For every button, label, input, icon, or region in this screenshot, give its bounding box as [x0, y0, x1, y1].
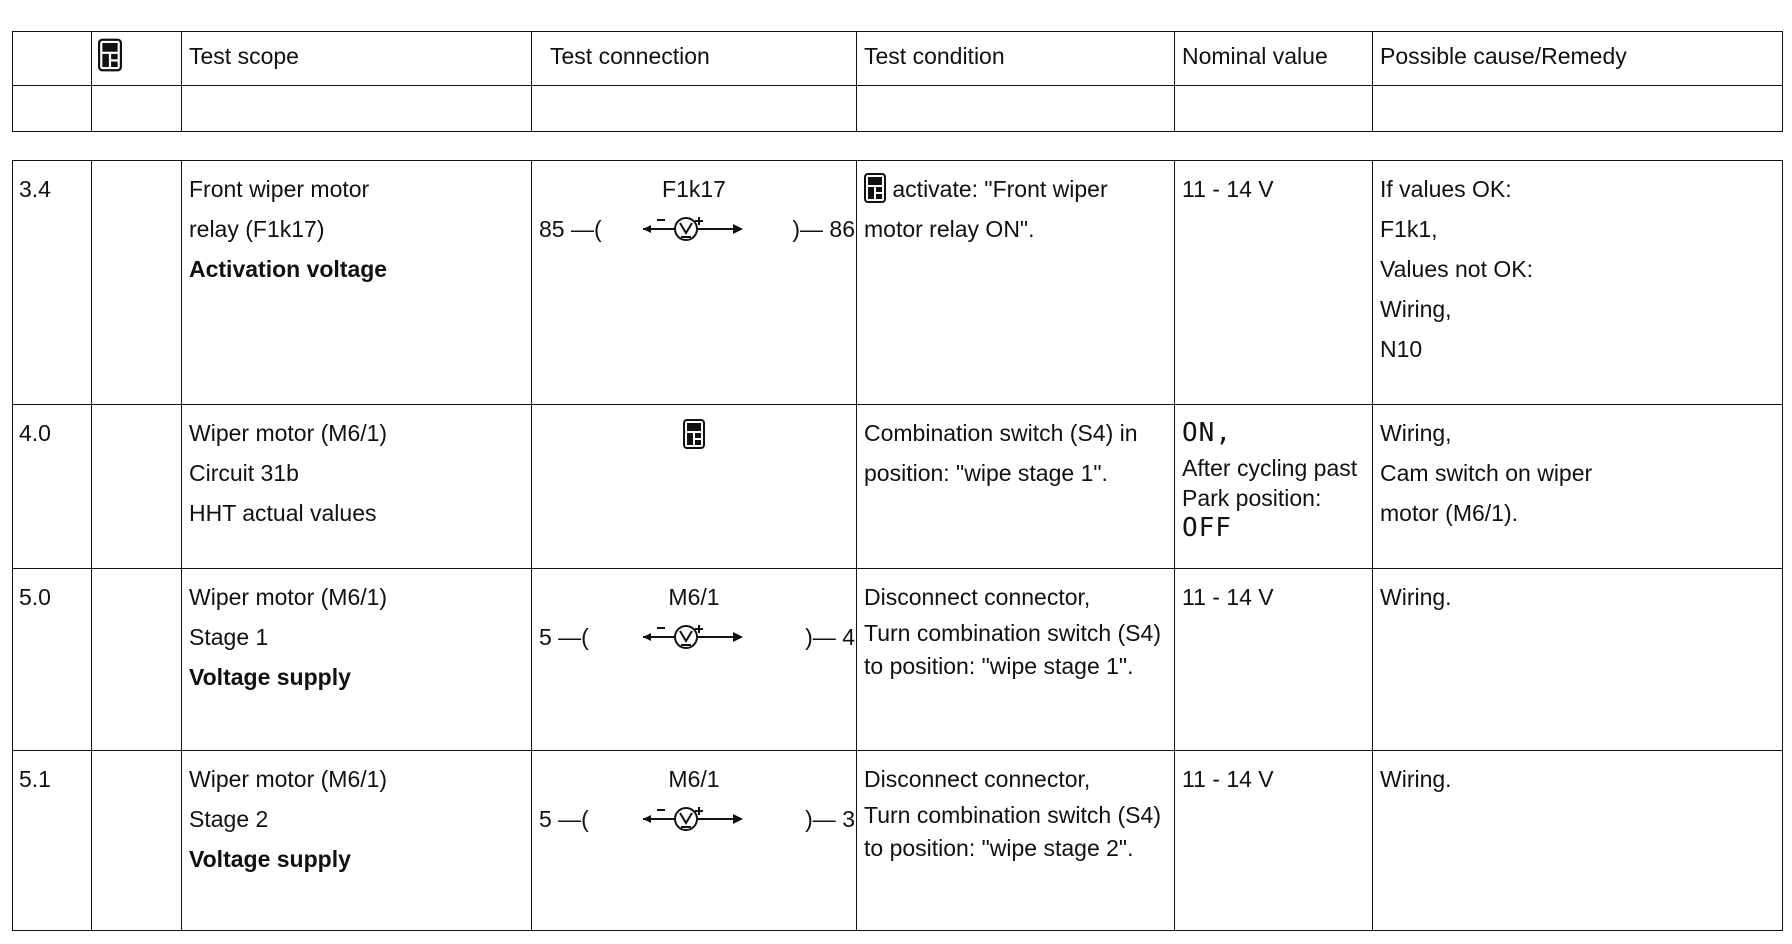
test-connection-cell: [532, 569, 857, 751]
header-remedy: Possible cause/Remedy: [1373, 32, 1783, 86]
component-label: M6/1: [668, 584, 720, 610]
display-on: ON,: [1182, 418, 1232, 448]
remedy-cell: Wiring.: [1373, 751, 1783, 931]
hht-tester-icon: [98, 38, 122, 72]
test-connection-cell: [532, 751, 857, 931]
display-off: OFF: [1182, 513, 1232, 543]
step-number: 5.1: [13, 751, 92, 931]
header-test-condition: Test condition: [857, 32, 1175, 86]
header-table: [12, 31, 1783, 132]
test-scope-cell: Wiper motor (M6/1) Stage 2 Voltage supply: [182, 751, 532, 931]
test-condition-cell: Disconnect connector, Turn combination switch (S4) to position: "wipe stage 1".: [857, 569, 1175, 751]
test-scope-cell: Wiper motor (M6/1) Circuit 31b HHT actual values: [182, 405, 532, 569]
left-pin: 5 —(: [539, 806, 589, 832]
hht-column-cell: [92, 161, 182, 405]
test-connection-cell: [532, 161, 857, 405]
test-scope-cell: Wiper motor (M6/1) Stage 1 Voltage supply: [182, 569, 532, 751]
nominal-value-cell: 11 - 14 V: [1175, 569, 1373, 751]
table-row: [13, 161, 1783, 405]
table-row: [13, 569, 1783, 751]
nominal-value-cell: 11 - 14 V: [1175, 161, 1373, 405]
step-number: 4.0: [13, 405, 92, 569]
voltmeter-icon: [639, 209, 749, 249]
header-test-scope: Test scope: [182, 32, 532, 86]
remedy-cell: Wiring.: [1373, 569, 1783, 751]
remedy-cell: If values OK: F1k1, Values not OK: Wiring, N10: [1373, 161, 1783, 405]
nominal-value-cell: 11 - 14 V: [1175, 751, 1373, 931]
right-pin: )— 3: [805, 806, 855, 832]
right-pin: )— 4: [805, 624, 855, 650]
test-condition-cell: Combination switch (S4) in position: "wipe stage 1".: [857, 405, 1175, 569]
test-connection-cell: [532, 405, 857, 569]
header-row: [13, 32, 1783, 86]
test-condition-cell: activate: "Front wiper motor relay ON".: [857, 161, 1175, 405]
hht-tester-icon: [683, 419, 705, 449]
remedy-cell: Wiring, Cam switch on wiper motor (M6/1).: [1373, 405, 1783, 569]
header-hht-cell: [92, 32, 182, 86]
component-label: M6/1: [668, 766, 720, 792]
header-nominal-value: Nominal value: [1175, 32, 1373, 86]
voltmeter-icon: [639, 617, 749, 657]
table-row: [13, 405, 1783, 569]
table-row: [13, 751, 1783, 931]
test-scope-cell: Front wiper motor relay (F1k17) Activation voltage: [182, 161, 532, 405]
hht-tester-icon: [864, 173, 886, 203]
header-spacer-row: [13, 86, 1783, 132]
left-pin: 85 —(: [539, 216, 602, 242]
header-test-connection: Test connection: [532, 32, 857, 86]
step-number: 5.0: [13, 569, 92, 751]
header-number-cell: [13, 32, 92, 86]
test-steps-table: [12, 160, 1783, 931]
test-condition-cell: Disconnect connector, Turn combination switch (S4) to position: "wipe stage 2".: [857, 751, 1175, 931]
hht-column-cell: [92, 751, 182, 931]
right-pin: )— 86: [792, 216, 855, 242]
step-number: 3.4: [13, 161, 92, 405]
component-label: F1k17: [662, 176, 726, 202]
voltmeter-icon: [639, 799, 749, 839]
hht-column-cell: [92, 569, 182, 751]
left-pin: 5 —(: [539, 624, 589, 650]
hht-column-cell: [92, 405, 182, 569]
nominal-value-cell: ON, After cycling past Park position: OFF: [1175, 405, 1373, 569]
